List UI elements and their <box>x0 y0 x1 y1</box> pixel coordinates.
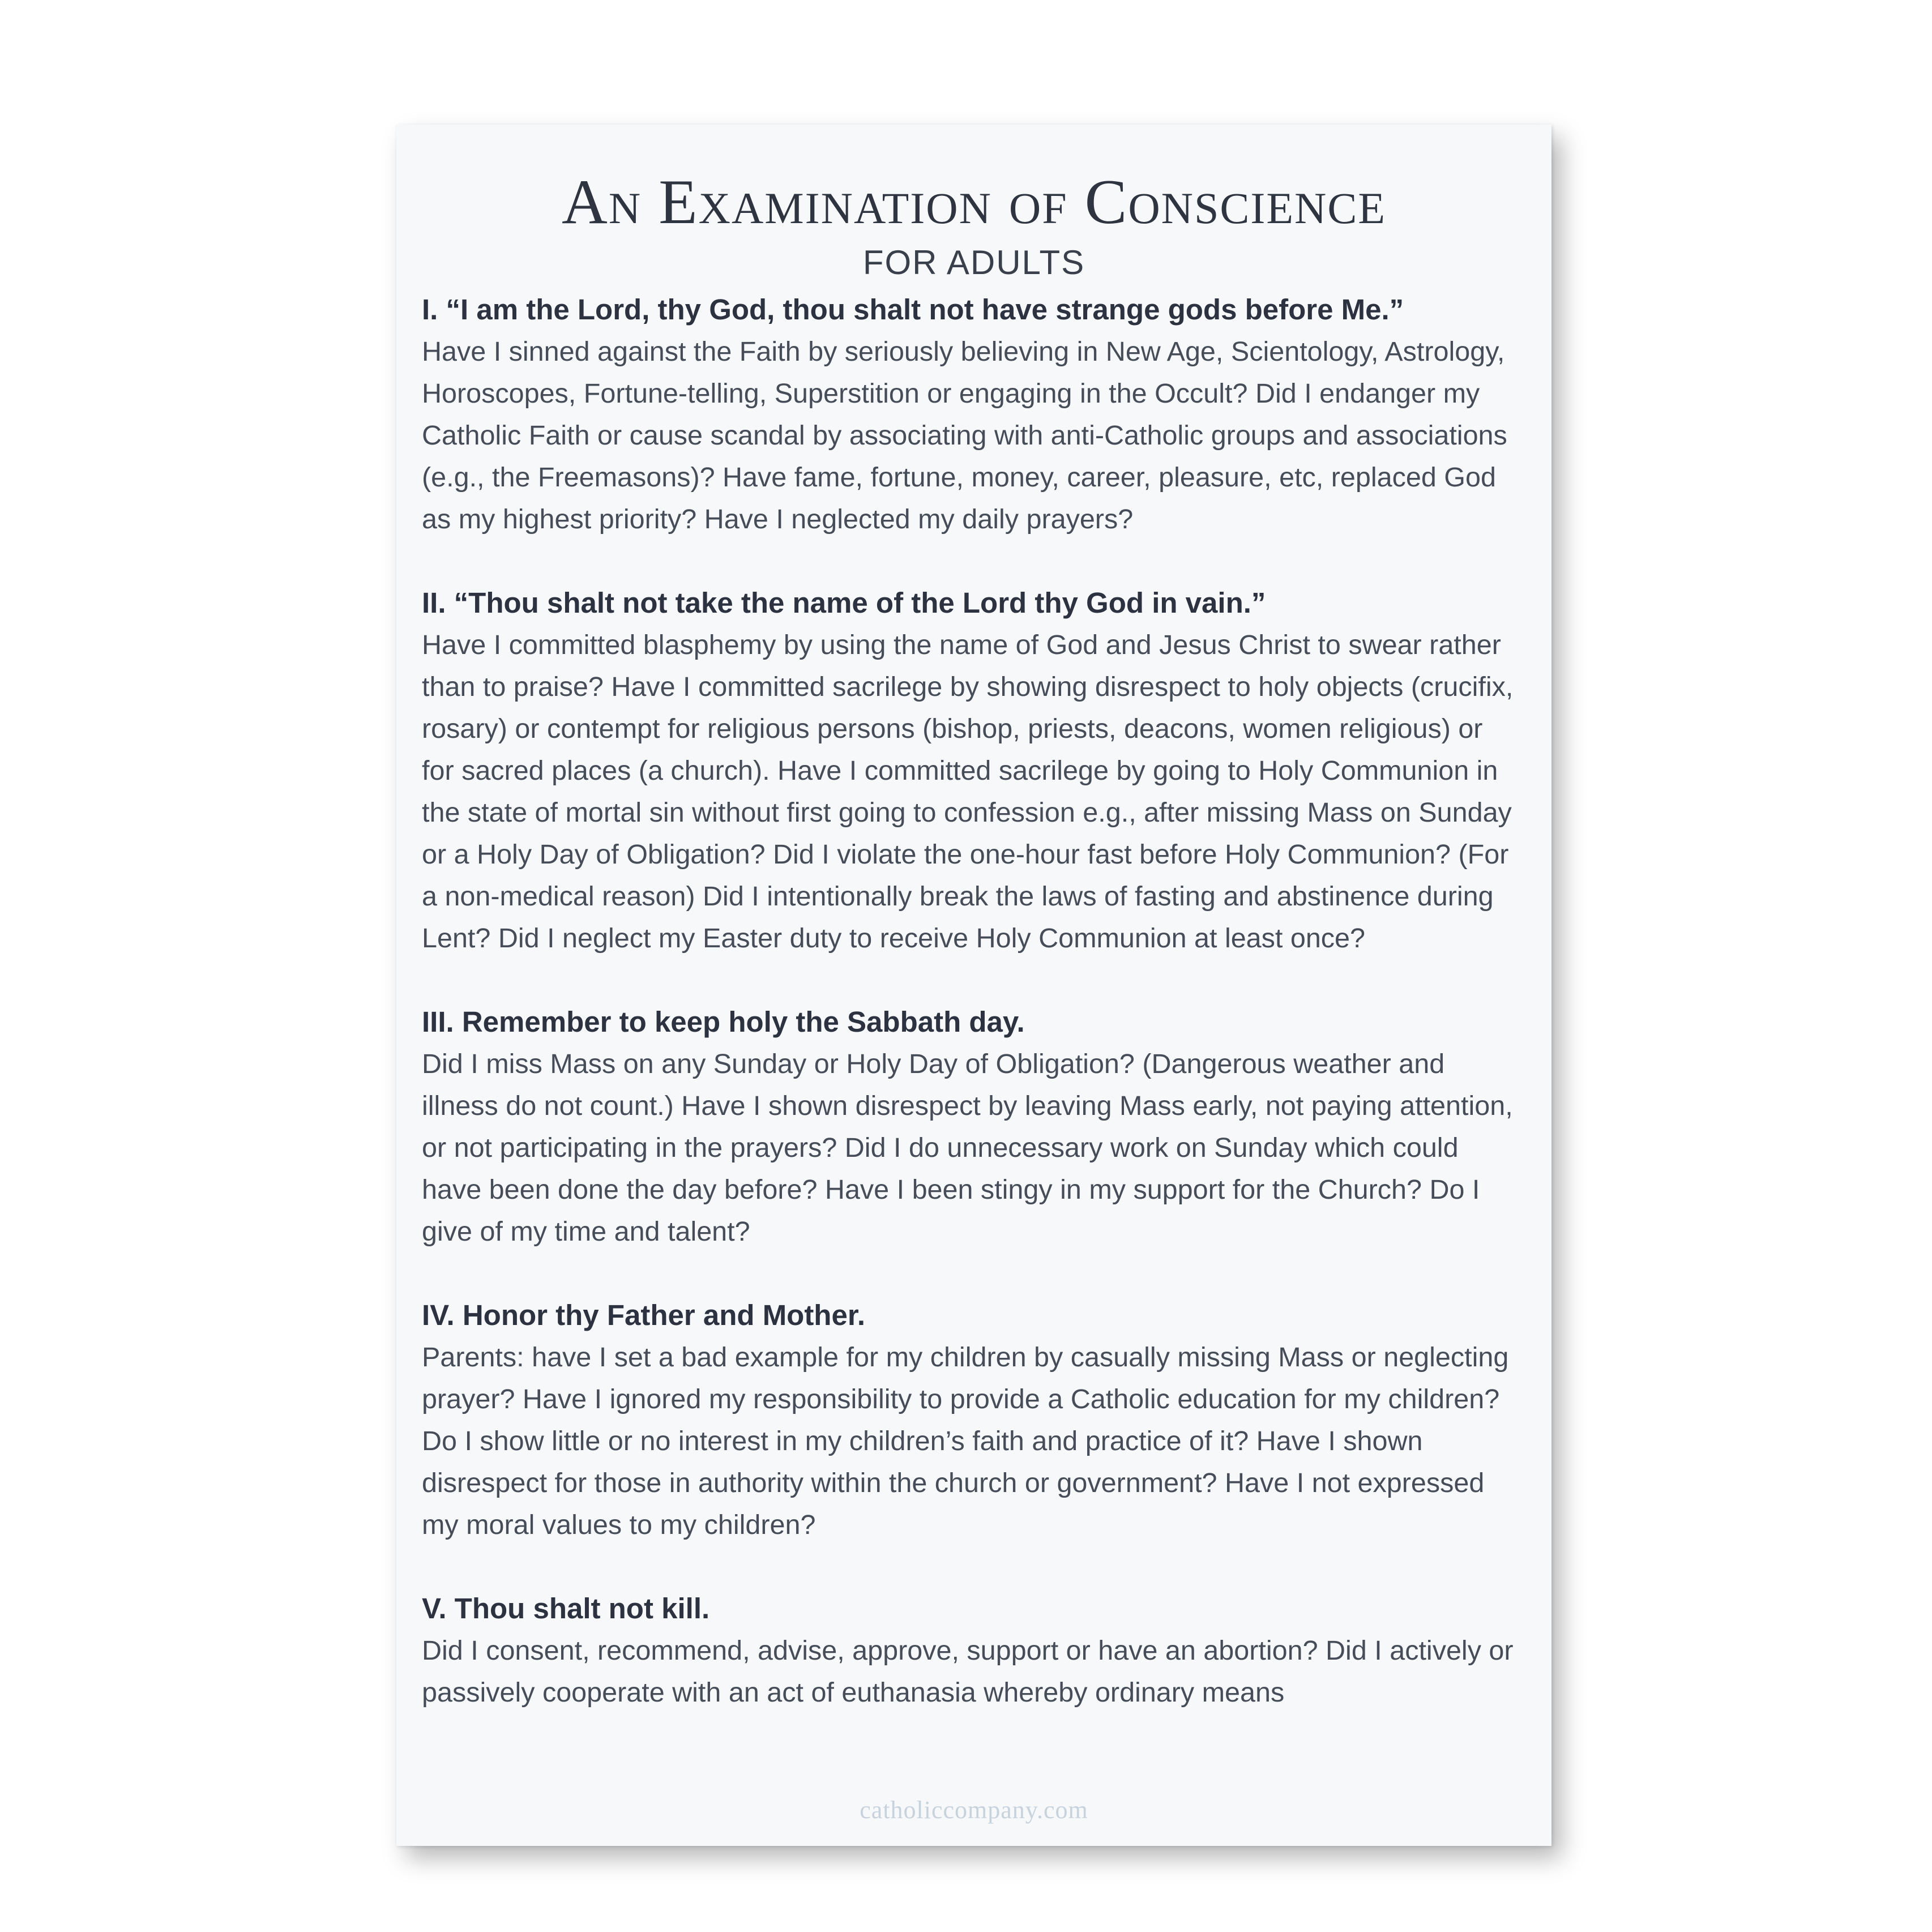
commandment-sections <box>422 289 1518 1755</box>
section-heading: I. “I am the Lord, thy God, thou shalt not have strange gods before Me.” <box>422 293 1404 326</box>
section-heading: V. Thou shalt not kill. <box>422 1592 710 1625</box>
card-subtitle: FOR ADULTS <box>862 243 1085 281</box>
section-body: Did I miss Mass on any Sunday or Holy Day of Obligation? (Dangerous weather and illness do not count.) Have I shown disrespect by leaving Mass early, not paying attention, or not participating in the prayers? Did I do unnecessary work on Sunday which could have been done the day before? Have I been stingy in my support for the Church? Do I give of my time and talent? <box>422 1049 1513 1247</box>
commandment-section-3 <box>422 1001 1518 1253</box>
section-body: Have I sinned against the Faith by seriously believing in New Age, Scientology, Astrology, Horoscopes, Fortune-telling, Superstition or engaging in the Occult? Did I endanger my Catholic Faith or cause scandal by associating with anti-Catholic groups and associations (e.g., the Freemasons)? Have fame, fortune, money, career, pleasure, etc, replaced God as my highest priority? Have I neglected my daily prayers? <box>422 336 1507 535</box>
commandment-section-1 <box>422 289 1518 540</box>
card-title: An Examination of Conscience <box>562 167 1386 237</box>
section-body: Parents: have I set a bad example for my children by casually missing Mass or neglecting prayer? Have I ignored my responsibility to provide a Catholic education for my children? Do I show little or no interest in my children’s faith and practice of it? Have I shown disrespect for those in authority within the church or government? Have I not expressed my moral values to my children? <box>422 1342 1509 1540</box>
commandment-section-5 <box>422 1588 1518 1713</box>
section-heading: IV. Honor thy Father and Mother. <box>422 1299 866 1331</box>
website-footer: catholiccompany.com <box>860 1796 1088 1824</box>
section-body: Have I committed blasphemy by using the name of God and Jesus Christ to swear rather than to praise? Have I committed sacrilege by showing disrespect to holy objects (crucifix, rosary) or contempt for religious persons (bishop, priests, deacons, women religious) or for sacred places (a church). Have I committed sacrilege by going to Holy Communion in the state of mortal sin without first going to confession e.g., after missing Mass on Sunday or a Holy Day of Obligation? Did I violate the one-hour fast before Holy Communion? (For a non-medical reason) Did I intentionally break the laws of fasting and abstinence during Lent? Did I neglect my Easter duty to receive Holy Communion at least once? <box>422 630 1514 954</box>
examination-card <box>396 125 1551 1846</box>
commandment-section-2 <box>422 582 1518 959</box>
commandment-section-4 <box>422 1294 1518 1546</box>
section-heading: II. “Thou shalt not take the name of the Lord thy God in vain.” <box>422 587 1266 619</box>
section-body: Did I consent, recommend, advise, approve, support or have an abortion? Did I actively or passively cooperate with an act of euthanasia whereby ordinary means <box>422 1635 1514 1708</box>
section-heading: III. Remember to keep holy the Sabbath day. <box>422 1006 1025 1038</box>
